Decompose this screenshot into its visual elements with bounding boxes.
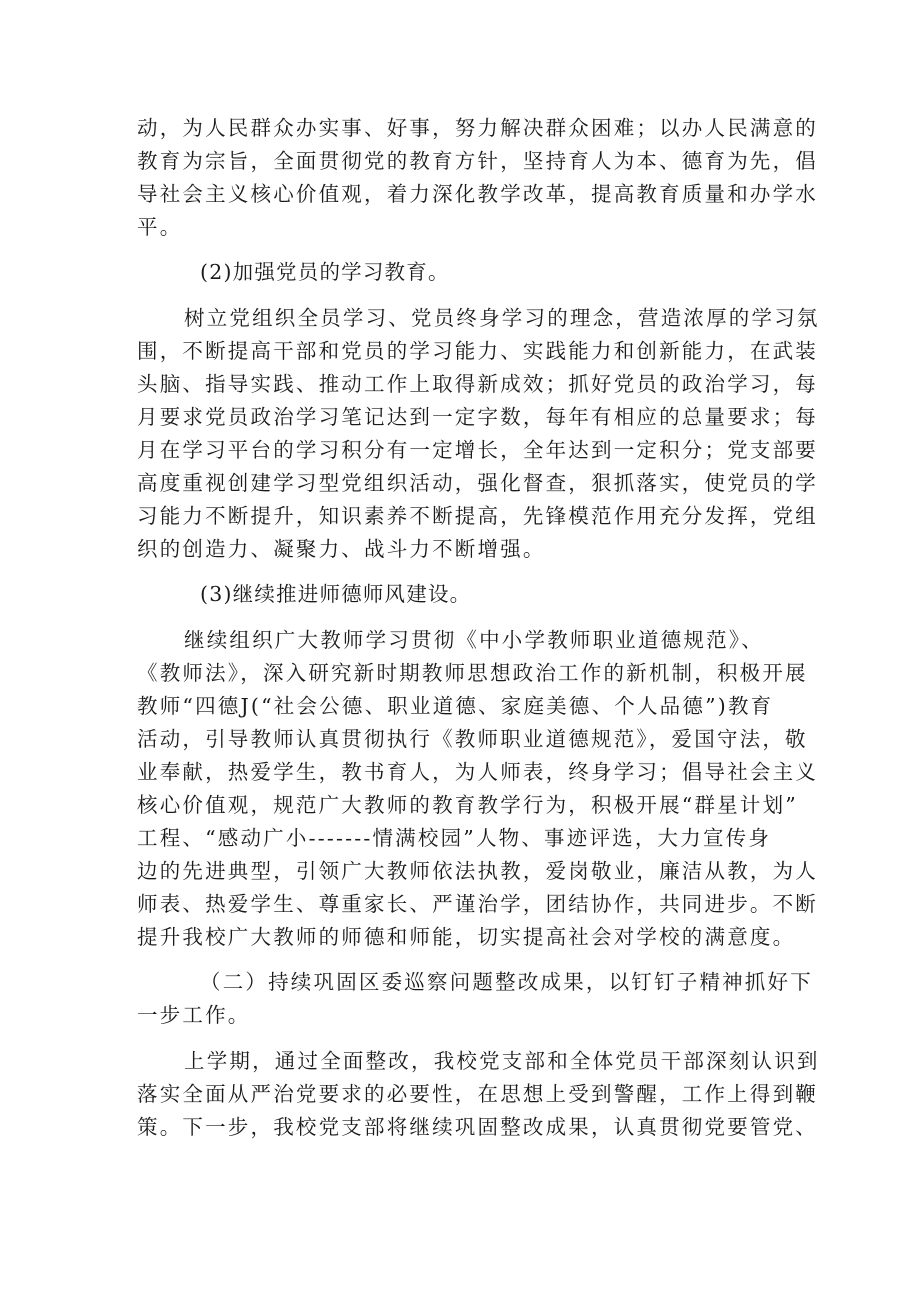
text-line-28: 落实全面从严治党要求的必要性，在思想上受到警醒，工作上得到鞭 [137,1082,818,1106]
text-line-4: 平。 [137,215,183,239]
text-line-12: 习能力不断提升，知识素养不断提高，先锋模范作用充分发挥，党组 [137,504,818,528]
text-line-26: 一步工作。 [137,1003,251,1027]
text-line-29: 策。下一步，我校党支部将继续巩固整改成果，认真贯彻党要管党、 [137,1115,818,1139]
text-line-11: 高度重视创建学习型党组织活动，强化督查，狠抓落实，使党员的学 [137,471,818,495]
text-line-1: 动，为人民群众办实事、好事，努力解决群众困难；以办人民满意的 [137,116,818,140]
text-line-10: 月在学习平台的学习积分有一定增长，全年达到一定积分；党支部要 [137,438,818,462]
text-line-19: 业奉献，热爱学生，教书育人，为人师表，终身学习；倡导社会主义 [137,760,818,784]
text-line-22: 边的先进典型，引领广大教师依法执教，爱岗敬业，廉洁从教，为人 [137,859,818,883]
text-line-18: 活动，引导教师认真贯彻执行《教师职业道德规范》，爱国守法，敬 [137,727,808,751]
text-line-7: 围，不断提高干部和党员的学习能力、实践能力和创新能力，在武装 [137,339,818,363]
text-line-3: 导社会主义核心价值观，着力深化教学改革，提高教育质量和办学水 [137,182,818,206]
text-line-27: 上学期，通过全面整改，我校党支部和全体党员干部深刻认识到 [184,1049,820,1073]
text-line-21: 工程、“感动广小-------情满校园”人物、事迹评选，大力宣传身 [137,826,772,850]
text-line-8: 头脑、指导实践、推动工作上取得新成效；抓好党员的政治学习，每 [137,372,818,396]
section-heading-2: (2)加强党员的学习教育。 [200,260,450,284]
text-line-2: 教育为宗旨，全面贯彻党的教育方针，坚持育人为本、德育为先，倡 [137,149,818,173]
text-line-23: 师表、热爱学生、尊重家长、严谨治学，团结协作，共同进步。不断 [137,892,818,916]
text-line-9: 月要求党员政治学习笔记达到一定字数，每年有相应的总量要求；每 [137,405,818,429]
text-line-16: 《教师法》，深入研究新时期教师思想政治工作的新机制，积极开展 [137,661,808,685]
text-line-6: 树立党组织全员学习、党员终身学习的理念，营造浓厚的学习氛 [184,306,820,330]
text-line-17: 教师“四德J(“社会公德、职业道德、家庭美德、个人品德”)教育 [137,694,774,718]
section-heading-3: (3)继续推进师德师风建设。 [200,582,472,606]
text-line-20: 核心价值观，规范广大教师的教育教学行为，积极开展“群星计划” [137,793,798,817]
text-line-15: 继续组织广大教师学习贯彻《中小学教师职业道德规范》、 [184,628,764,652]
section-heading-two: （二）持续巩固区委巡察问题整改成果，以钉钉子精神抓好下 [200,970,813,994]
text-line-24: 提升我校广大教师的师德和师能，切实提高社会对学校的满意度。 [137,925,796,949]
text-line-13: 织的创造力、凝聚力、战斗力不断增强。 [137,537,546,561]
